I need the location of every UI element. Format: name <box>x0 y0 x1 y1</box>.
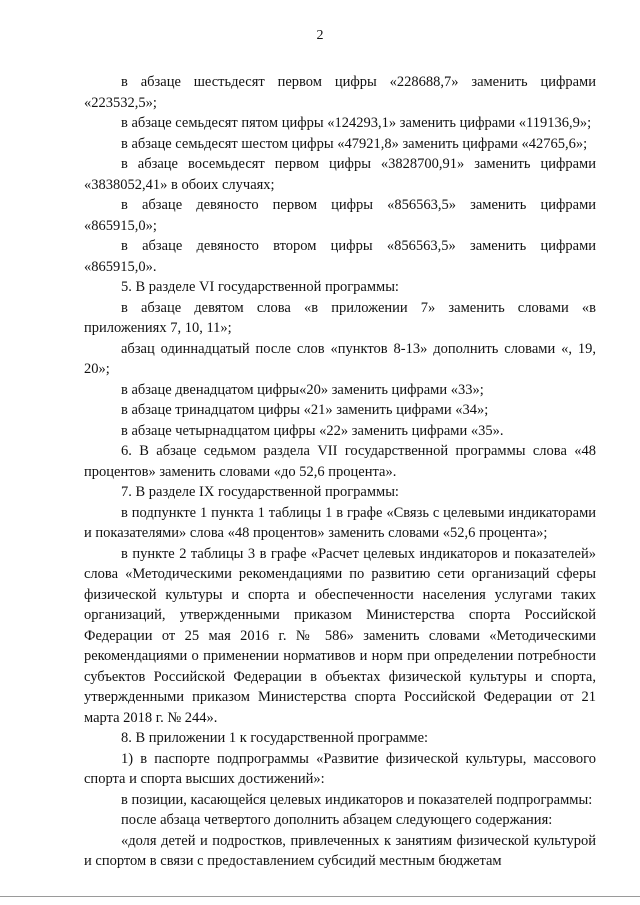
document-body <box>84 72 596 872</box>
paragraph: в абзаце семьдесят шестом цифры «47921,8» заменить цифрами «42765,6»; <box>121 135 588 152</box>
paragraph: в пункте 2 таблицы 3 в графе «Расчет целевых индикаторов и показателей» слова «Методическими рекомендациями по развитию сети организаций сферы физической культуры и спорта и обеспеченности населения услугами таких организаций, утвержденными приказом Министерства спорта Российской Федерации от 25 мая 2016 г. № 586» заменить словами «Методическими рекомендациями о применении нормативов и норм при определении потребности субъектов Российской Федерации в объектах физической культуры и спорта, утвержденными приказом Министерства спорта Российской Федерации от 21 марта 2018 г. № 244». <box>84 545 596 726</box>
paragraph: «доля детей и подростков, привлеченных к занятиям физической культурой и спортом в связи с предоставлением субсидий местным бюджетам <box>84 832 596 869</box>
page-number: 2 <box>316 28 324 43</box>
paragraph: в абзаце семьдесят пятом цифры «124293,1» заменить цифрами «119136,9»; <box>121 115 592 131</box>
paragraph: в абзаце девяносто первом цифры «856563,5» заменить цифрами «865915,0»; <box>84 197 596 234</box>
paragraph: в подпункте 1 пункта 1 таблицы 1 в графе «Связь с целевыми индикаторами и показателями» слова «48 процентов» заменить словами «52,6 процента»; <box>84 504 596 541</box>
paragraph: в абзаце четырнадцатом цифры «22» заменить цифрами «35». <box>121 422 504 439</box>
page-bottom-divider <box>0 896 640 897</box>
paragraph: после абзаца четвертого дополнить абзацем следующего содержания: <box>121 812 553 828</box>
paragraph: в позиции, касающейся целевых индикаторов и показателей подпрограммы: <box>121 791 593 808</box>
section-heading: 8. В приложении 1 к государственной программе: <box>121 730 429 746</box>
paragraph: в абзаце тринадцатом цифры «21» заменить цифрами «34»; <box>121 402 489 418</box>
section-heading: 7. В разделе IX государственной программы: <box>121 484 399 500</box>
section-heading: 5. В разделе VI государственной программы: <box>121 279 399 295</box>
section-heading: 6. В абзаце седьмом раздела VII государственной программы слова «48 процентов» заменить словами «до 52,6 процента». <box>84 443 596 480</box>
paragraph: в абзаце девятом слова «в приложении 7» заменить словами «в приложениях 7, 10, 11»; <box>84 299 596 336</box>
paragraph: в абзаце двенадцатом цифры«20» заменить цифрами «33»; <box>121 381 484 398</box>
paragraph: в абзаце шестьдесят первом цифры «228688,7» заменить цифрами «223532,5»; <box>84 74 596 111</box>
paragraph: 1) в паспорте подпрограммы «Развитие физической культуры, массового спорта и спорта высших достижений»: <box>84 750 596 787</box>
paragraph: в абзаце девяносто втором цифры «856563,5» заменить цифрами «865915,0». <box>84 238 596 275</box>
paragraph: в абзаце восемьдесят первом цифры «3828700,91» заменить цифрами «3838052,41» в обоих случаях; <box>84 156 596 193</box>
paragraph: абзац одиннадцатый после слов «пунктов 8-13» дополнить словами «, 19, 20»; <box>84 340 596 377</box>
